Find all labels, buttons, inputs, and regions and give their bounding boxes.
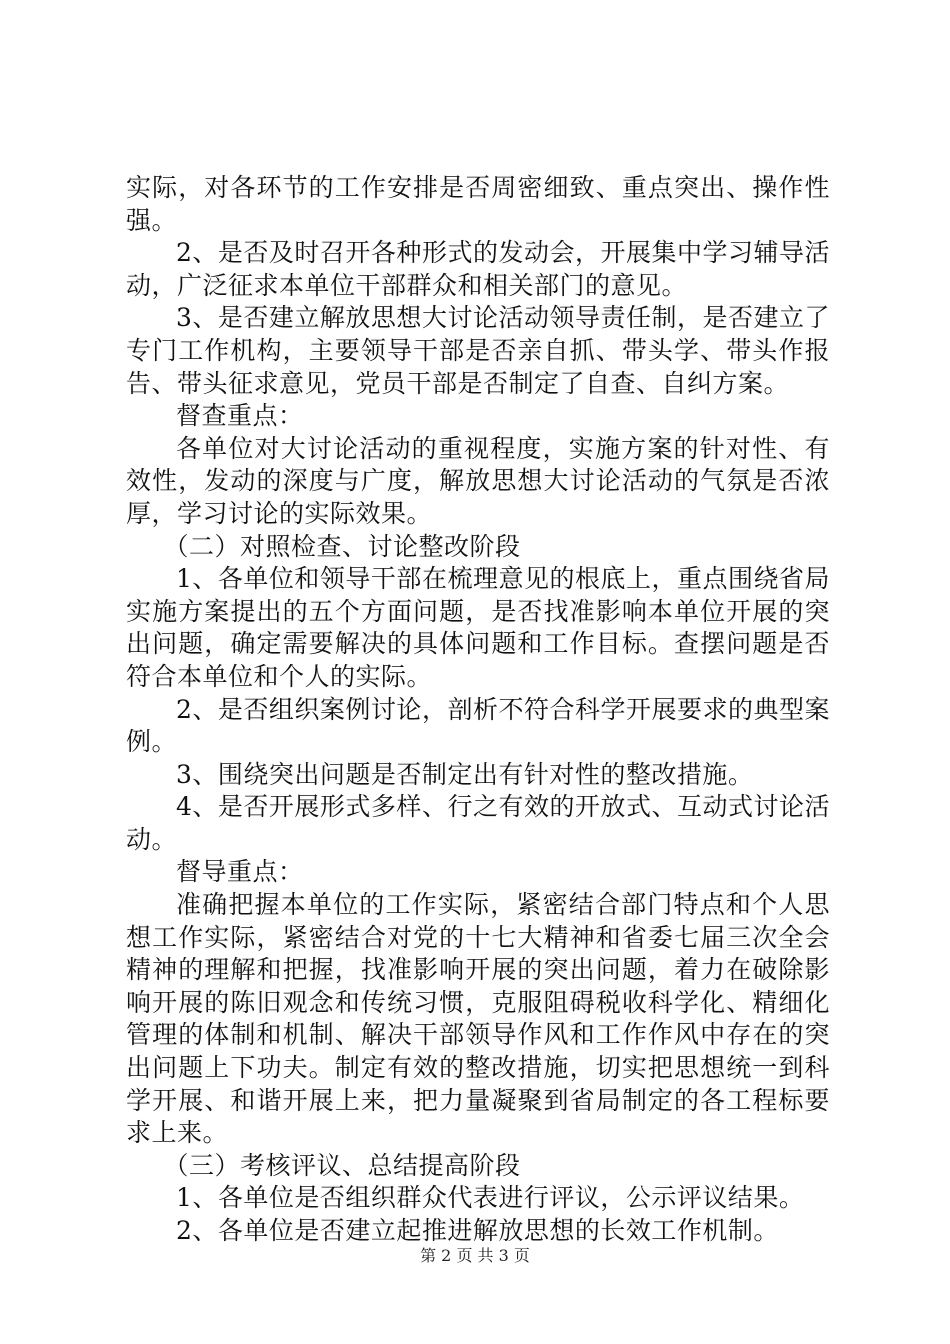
paragraph-guidance-focus: 准确把握本单位的工作实际，紧密结合部门特点和个人思想工作实际，紧密结合对党的十七大精神和省委七届三次全会精神的理解和把握，找准影响开展的突出问题，着力在破除影响开展的陈旧观念和传统习惯，克服阻碍税收科学化、精细化管理的体制和机制、解决干部领导作风和工作作风中存在的突出问题上下功夫。制定有效的整改措施，切实把思想统一到科学开展、和谐开展上来，把力量凝聚到省局制定的各工程标要求上来。: [126, 890, 830, 1148]
section-heading-3: （三）考核评议、总结提高阶段: [163, 1150, 521, 1180]
paragraph-section2-item-4: 4、是否开展形式多样、行之有效的开放式、互动式讨论活动。: [126, 792, 830, 854]
paragraph-item-2: 2、是否及时召开各种形式的发动会，开展集中学习辅导活动，广泛征求本单位干部群众和相关部门的意见。: [126, 238, 830, 300]
paragraph-section2-item-2: 2、是否组织案例讨论，剖析不符合科学开展要求的典型案例。: [126, 694, 830, 757]
paragraph-section2-item-1: 1、各单位和领导干部在梳理意见的根底上，重点围绕省局实施方案提出的五个方面问题，是否找准影响本单位开展的突出问题，确定需要解决的具体问题和工作目标。查摆问题是否符合本单位和个人的实际。: [126, 564, 830, 691]
heading-guidance-focus: 督导重点：: [176, 857, 304, 887]
paragraph-section3-item-2: 2、各单位是否建立起推进解放思想的长效工作机制。: [176, 1216, 779, 1245]
paragraph-section3-item-1: 1、各单位是否组织群众代表进行评议，公示评议结果。: [176, 1183, 805, 1213]
section-heading-2: （二）对照检查、讨论整改阶段: [163, 531, 521, 561]
document-body: [126, 172, 830, 1248]
paragraph-continuation: 实际，对各环节的工作安排是否周密细致、重点突出、操作性强。: [126, 173, 830, 235]
page-number-label: 第 2 页 共 3 页: [420, 1246, 530, 1265]
paragraph-supervision-focus: 各单位对大讨论活动的重视程度，实施方案的针对性、有效性，发动的深度与广度，解放思想大讨论活动的气氛是否浓厚，学习讨论的实际效果。: [126, 433, 830, 528]
paragraph-section2-item-3: 3、围绕突出问题是否制定出有针对性的整改措施。: [176, 759, 754, 789]
paragraph-item-3: 3、是否建立解放思想大讨论活动领导责任制，是否建立了专门工作机构，主要领导干部是否亲自抓、带头学、带头作报告、带头征求意见，党员干部是否制定了自查、自纠方案。: [126, 303, 830, 398]
heading-supervision-focus: 督查重点：: [176, 401, 304, 431]
page-footer: [0, 1243, 950, 1266]
